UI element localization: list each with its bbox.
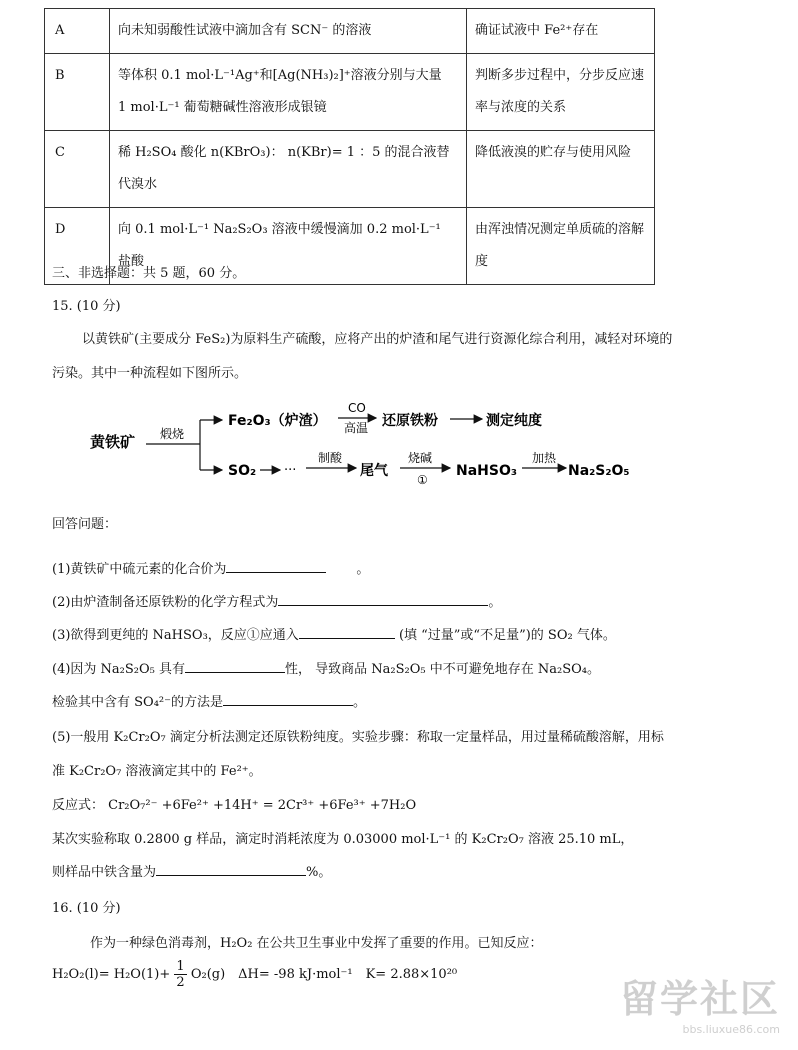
question-15-5-ask: 则样品中铁含量为 %。: [52, 861, 331, 880]
question-15-1: (1)黄铁矿中硫元素的化合价为 。: [52, 558, 369, 577]
answer-blank-3[interactable]: [299, 624, 395, 639]
options-table: [44, 8, 655, 285]
flow-start-pyrite: 黄铁矿: [90, 433, 136, 451]
flow-label-co: CO: [348, 401, 366, 415]
question-15-5-data: 某次实验称取 0.2800 g 样品，滴定时消耗浓度为 0.03000 mol·L⁻¹ 的 K₂Cr₂O₇ 溶液 25.10 mL，: [52, 832, 634, 847]
question-15-intro: 以黄铁矿(主要成分 FeS₂)为原料生产硫酸，应将产出的炉渣和尾气进行资源化综合利用，减轻对环境的: [82, 332, 673, 347]
flow-so2: SO₂: [228, 463, 257, 479]
option-procedure: 向 0.1 mol·L⁻¹ Na₂S₂O₃ 溶液中缓慢滴加 0.2 mol·L⁻¹ 盐酸: [110, 208, 467, 285]
flow-label-make-acid: 制酸: [318, 451, 343, 465]
option-letter: D: [45, 208, 110, 285]
flow-fe2o3-slag: Fe₂O₃（炉渣）: [228, 413, 327, 429]
question-16-intro: 作为一种绿色消毒剂，H₂O₂ 在公共卫生事业中发挥了重要的作用。已知反应：: [90, 936, 543, 951]
option-purpose: 降低液溴的贮存与使用风险: [467, 131, 655, 208]
flow-nahso3: NaHSO₃: [456, 463, 517, 479]
option-procedure: 向未知弱酸性试液中滴加含有 SCN⁻ 的溶液: [110, 9, 467, 54]
option-procedure: 等体积 0.1 mol·L⁻¹Ag⁺和[Ag(NH₃)₂]⁺溶液分别与大量 1 mol·L⁻¹ 葡萄糖碱性溶液形成银镜: [110, 54, 467, 131]
question-15-4a: (4)因为 Na₂S₂O₅ 具有 性， 导致商品 Na₂S₂O₅ 中不可避免地存在 Na₂SO₄。: [52, 658, 600, 677]
reaction-equation: 反应式： Cr₂O₇²⁻ +6Fe²⁺ +14H⁺ = 2Cr³⁺ +6Fe³⁺ +7H₂O: [52, 798, 417, 813]
table-row: [45, 9, 655, 54]
flow-measure-purity: 测定纯度: [486, 413, 542, 429]
flow-label-heat: 加热: [532, 451, 557, 465]
question-15-3: (3)欲得到更纯的 NaHSO₃，反应①应通入 (填 “过量”或“不足量”)的 SO₂ 气体。: [52, 624, 616, 643]
option-letter: B: [45, 54, 110, 131]
flow-na2s2o5: Na₂S₂O₅: [568, 463, 630, 479]
option-purpose: 判断多步过程中，分步反应速率与浓度的关系: [467, 54, 655, 131]
answer-blank-2[interactable]: [278, 591, 488, 606]
table-row: [45, 131, 655, 208]
answer-blank-4a[interactable]: [185, 658, 285, 673]
question-15-4b: 检验其中含有 SO₄²⁻的方法是 。: [52, 691, 366, 710]
flow-label-burn-alkali: 烧碱: [408, 451, 433, 465]
flow-reduced-iron: 还原铁粉: [382, 413, 438, 429]
h2o2-decomposition-equation: H₂O₂(l)= H₂O(1)+ $\frac{1}{2}$ O₂(g) ΔH= -98 kJ·mol⁻¹ K= 2.88×10²⁰: [52, 959, 458, 990]
answer-blank-4b[interactable]: [223, 691, 353, 706]
flow-tail-gas: 尾气: [360, 463, 388, 479]
option-letter: A: [45, 9, 110, 54]
flow-label-calcine: 煅烧: [160, 427, 185, 441]
option-purpose: 由浑浊情况测定单质硫的溶解度: [467, 208, 655, 285]
question-15-intro-cont: 污染。其中一种流程如下图所示。: [52, 366, 248, 381]
answer-prompt: 回答问题：: [52, 517, 118, 532]
answer-blank-1[interactable]: [226, 558, 326, 573]
question-16-header: 16. (10 分): [52, 901, 121, 916]
flow-label-step-1: ①: [417, 473, 428, 487]
flow-dots: ···: [284, 463, 297, 478]
flow-label-high-temp: 高温: [344, 421, 369, 435]
answer-blank-5[interactable]: [156, 861, 306, 876]
question-15-5: (5)一般用 K₂Cr₂O₇ 滴定分析法测定还原铁粉纯度。实验步骤：称取一定量样品，用过量稀硫酸溶解，用标: [52, 730, 664, 745]
question-15-2: (2)由炉渣制备还原铁粉的化学方程式为 。: [52, 591, 501, 610]
one-half-fraction: $\frac{1}{2}$: [176, 959, 185, 990]
watermark-logo: 留学社区 bbs.liuxue86.com: [619, 977, 780, 1036]
question-15-5-cont: 准 K₂Cr₂O₇ 溶液滴定其中的 Fe²⁺。: [52, 764, 262, 779]
question-15-header: 15. (10 分): [52, 299, 121, 314]
process-flow-diagram: [90, 398, 650, 494]
option-letter: C: [45, 131, 110, 208]
table-row: [45, 54, 655, 131]
option-purpose: 确证试液中 Fe²⁺存在: [467, 9, 655, 54]
option-procedure: 稀 H₂SO₄ 酸化 n(KBrO₃)： n(KBr)= 1 ：5 的混合液替 代溴水: [110, 131, 467, 208]
section-title: 三、非选择题：共 5 题，60 分。: [52, 266, 246, 281]
